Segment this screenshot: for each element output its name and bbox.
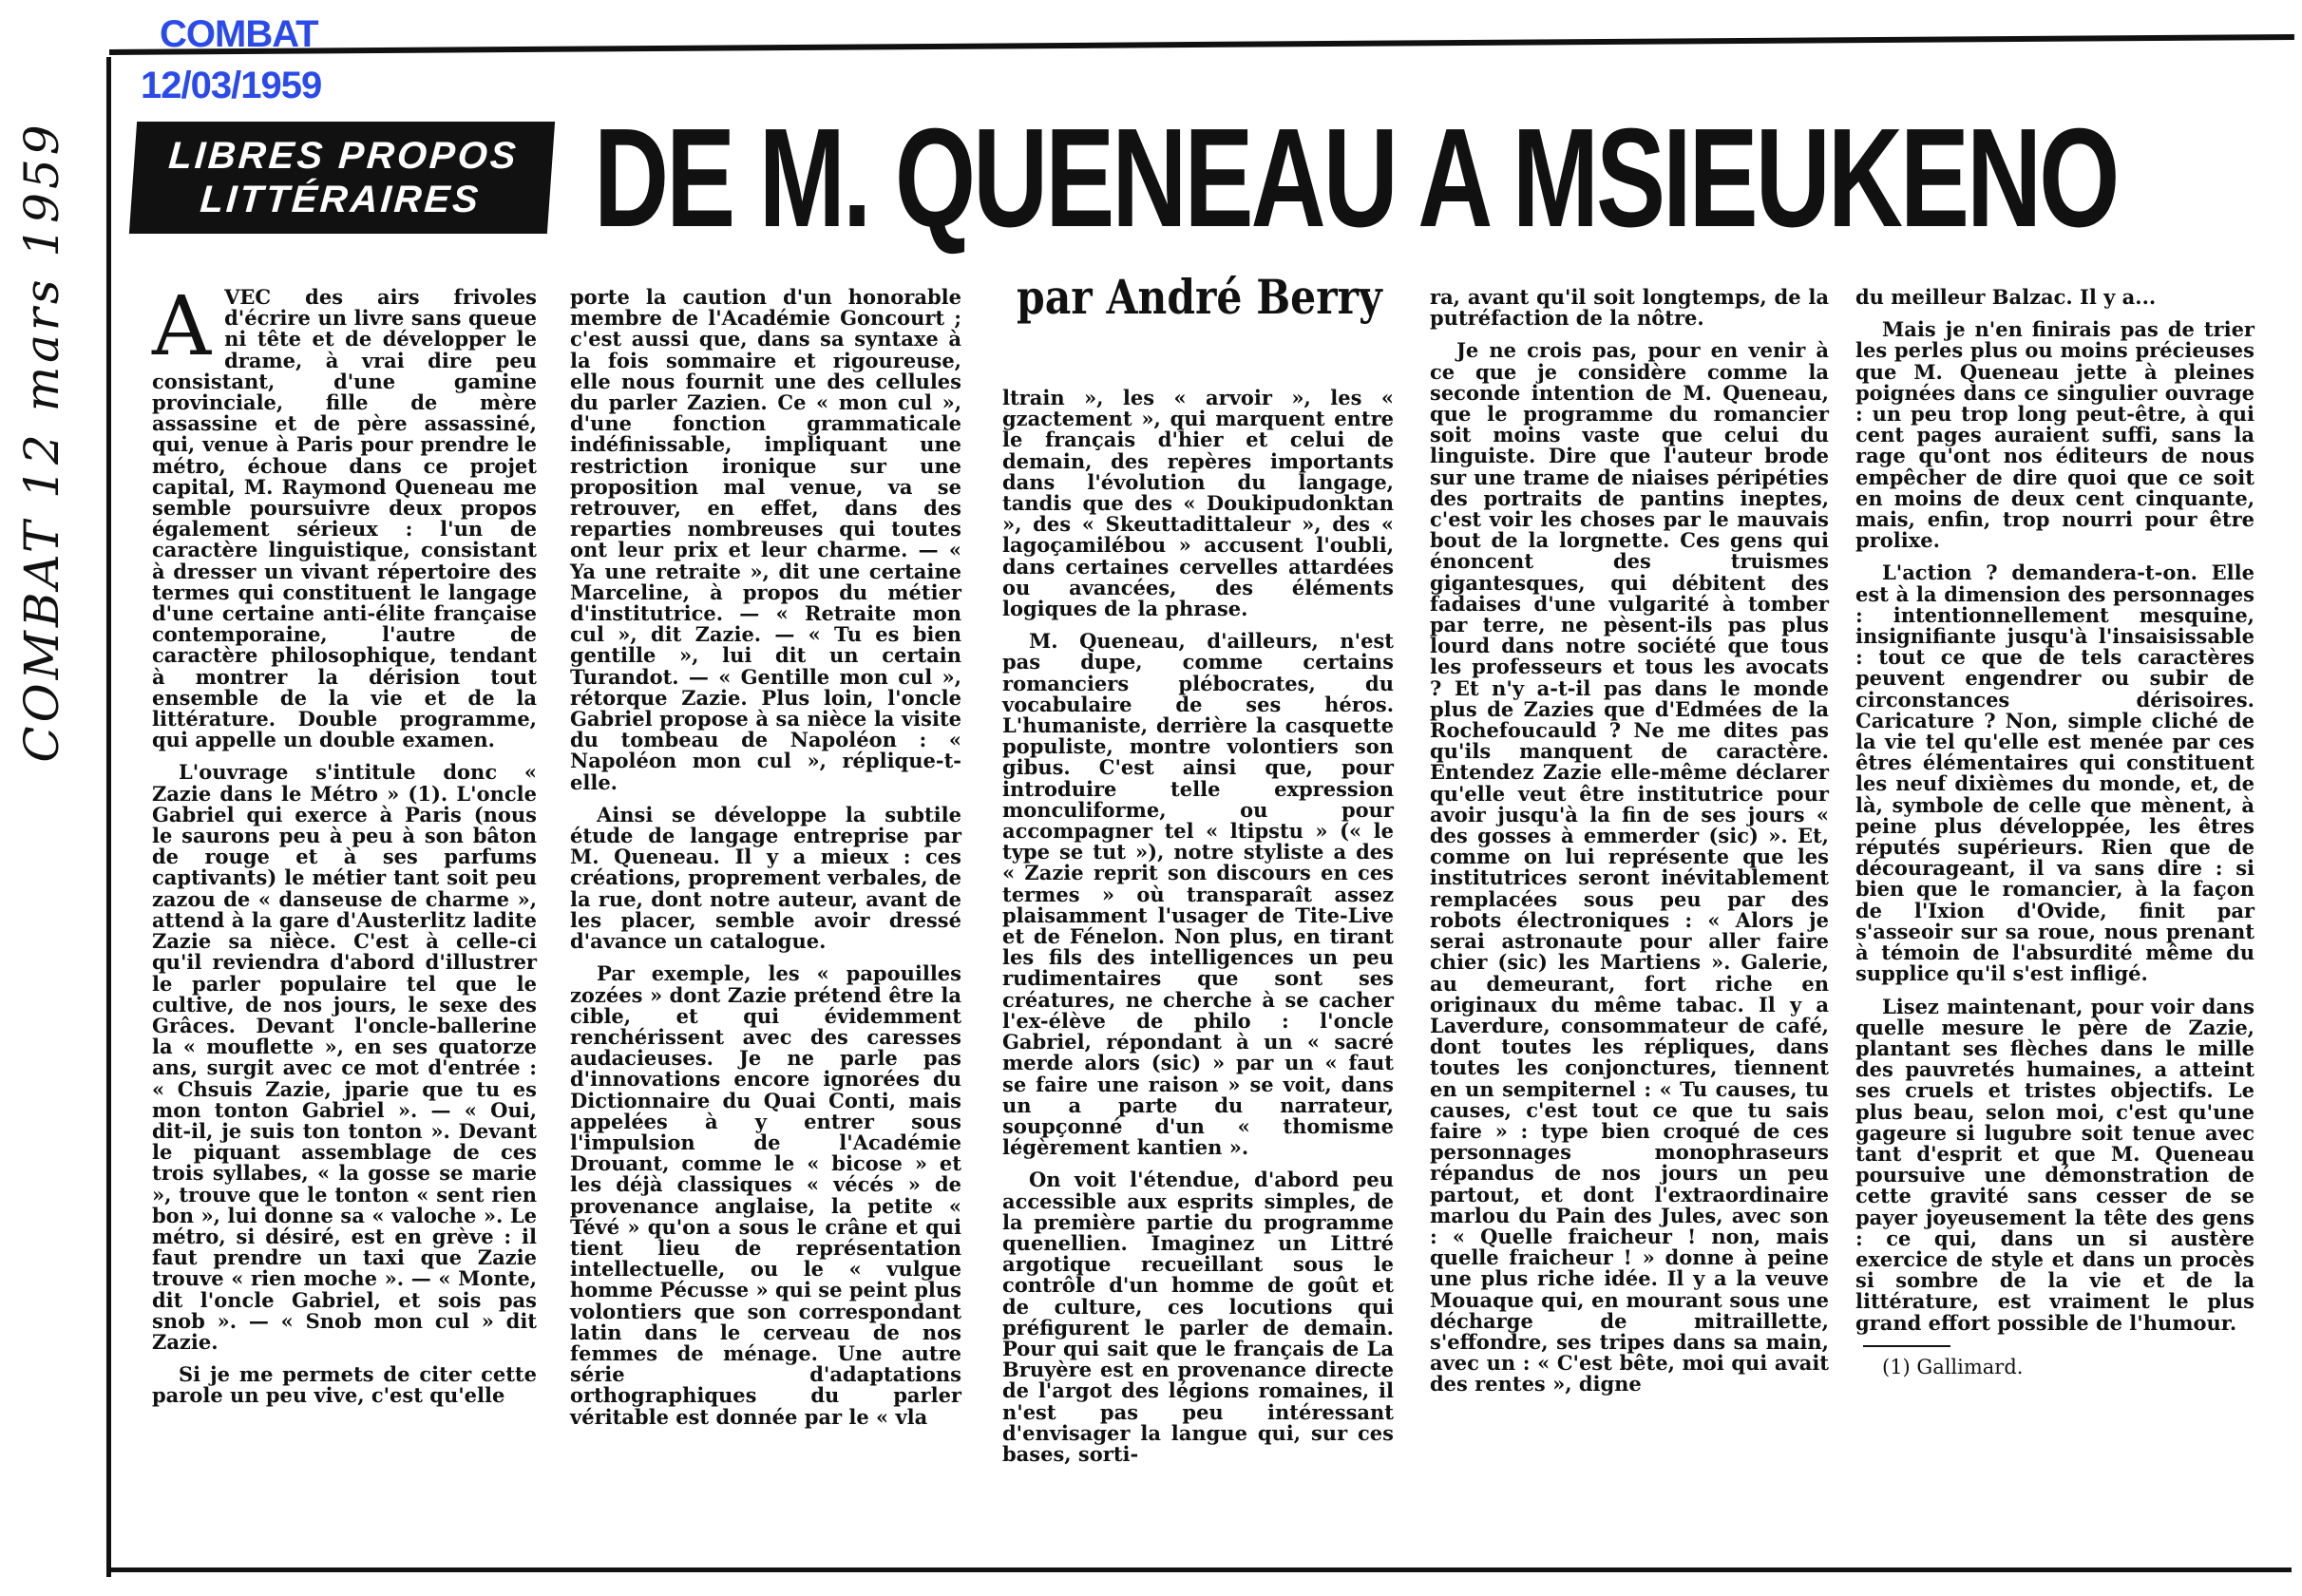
paragraph: Ainsi se développe la subtile étude de langage entreprise par M. Queneau. Il y a mieux : ces créations, proprement verbales, de la rue, dont notre auteur, avant de les placer, semble avoir dressé d'avance un catalogue. xyxy=(570,802,961,954)
article-column-5 xyxy=(1855,287,2254,1389)
article-column-1 xyxy=(152,279,537,1418)
kicker-line-1: LIBRES PROPOS xyxy=(167,135,521,177)
paragraph: ra, avant qu'il soit longtemps, de la putréfaction de la nôtre. xyxy=(1430,285,1829,331)
drop-cap: A xyxy=(152,279,212,374)
handwritten-margin-note: COMBAT 12 mars 1959 xyxy=(14,121,69,763)
stamp-paper-name: COMBAT xyxy=(160,13,318,55)
paragraph: Je ne crois pas, pour en venir à ce que je considère comme la seconde intention de M. Queneau, que le programme du romancier soit moins vaste que celui du linguiste. Dire que l'auteur brode sur une trame de niaises péripéties des portraits de pantins ineptes, c'est voir les choses par le mauvais bout de la lorgnette. Ces gens qui énoncent des truismes gigantesques, qui débitent des fadaises d'une vulgarité à tomber par terre, ne pèsent-ils pas plus lourd dans notre société que tous les professeurs et tous les avocats ? Et n'y a-t-il pas dans le monde plus de Zazies que d'Edmées de la Rochefoucauld ? Ne me dites pas qu'ils manquent de caractère. Entendez Zazie elle-même déclarer qu'elle veut être institutrice pour avoir jusqu'à la fin de ses jours « des gosses à emmerder (sic) ». Et, comme on lui représente que les institutrices seront inévitablement remplacées sous peu par des robots électroniques : « Alors je serai astronaute pour aller faire chier (sic) les Martiens ». Galerie, au demeurant, fort riche en originaux du même tabac. Il y a Laverdure, consommateur de café, dont toutes les répliques, dans toutes les conjonctures, tiennent en un sempiternel : « Tu causes, tu causes, c'est tout ce que tu sais faire » : type bien croqué de ces personnages monophraseurs répandus de nos jours un peu partout, et dont l'extraordinaire marlou du Pain des Jules, avec son : « Quelle fraicheur ! non, mais quelle fraicheur ! » donne à peine une plus riche idée. Il y a la veuve Mouaque qui, en mourant sous une décharge de mitraillette, s'effondre, ses tripes dans sa main, avec un : « C'est bête, moi qui avait des rentes », digne xyxy=(1430,338,1829,1396)
bottom-rule xyxy=(106,1568,2292,1572)
footnote-rule xyxy=(1863,1345,1950,1347)
paragraph: Mais je n'en finirais pas de trier les perles plus ou moins précieuses que M. Queneau jette à pleines poignées dans ce singulier ouvrage : un peu trop long peut-être, à qui cent pages auraient suffi, sans la rage qu'ont nos éditeurs de nous empêcher de dire quoi que ce soit en moins de deux cent cinquante, mais, enfin, trop nourri pour être prolixe. xyxy=(1855,317,2254,553)
left-rule xyxy=(106,57,111,1577)
paragraph: Si je me permets de citer cette parole un peu vive, c'est qu'elle xyxy=(152,1362,537,1408)
section-kicker xyxy=(129,122,555,234)
paragraph: ltrain », les « arvoir », les « gzactement », qui marquent entre le français d'hier et celui de demain, des repères importants dans l'évolution du langage, tandis que des « Doukipudonktan », des « Skeuttadittaleur », des « lagoçamilébou » accusent l'oubli, dans certaines cervelles attardées ou avancées, des éléments logiques de la phrase. xyxy=(1002,386,1394,621)
paragraph-text: VEC des airs frivoles d'écrire un livre sans queue ni tête et de développer le drame, à vrai dire peu consistant, d'une gamine provinciale, fille de mère assassine et de père assassiné, qui, venue à Paris pour prendre le métro, échoue dans ce projet capital, M. Raymond Queneau me semble poursuivre deux propos également sérieux : l'un de caractère linguistique, consistant à dresser un vivant répertoire des termes qui constituent le langage d'une certaine anti-élite française contemporaine, l'autre de caractère philosophique, tendant à montrer la dérision tout ensemble de la vie et de la littérature. Double programme, qui appelle un double examen. xyxy=(152,285,537,752)
article-column-3 xyxy=(1002,388,1394,1476)
paragraph: M. Queneau, d'ailleurs, n'est pas dupe, comme certains romanciers plébocrates, du vocabulaire de ses héros. L'humaniste, derrière la casquette populiste, montre volontiers son gibus. C'est ainsi que, pour introduire telle expression monculiforme, ou pour accompagner tel « ltipstu » (« le type se tut »), notre styliste a des « Zazie reprit son discours en ces termes » où transparaît assez plaisamment l'usager de Tite-Live et de Fénelon. Non plus, en tirant les fils des intelligences un peu rudimentaires que sont ses créatures, ne cherche à se cacher l'ex-élève de philo : l'oncle Gabriel, répondant à un « sacré merde alors (sic) » par un « faut se faire une raison » se voit, dans un a parte du narrateur, soupçonné d'un « thomisme légèrement kantien ». xyxy=(1002,629,1394,1160)
article-column-4 xyxy=(1430,287,1829,1407)
top-rule xyxy=(109,34,2294,55)
paragraph: du meilleur Balzac. Il y a... xyxy=(1855,285,2157,309)
paragraph xyxy=(152,279,537,752)
headline: DE M. QUENEAU A MSIEUKENO xyxy=(594,100,2118,256)
stamp-date: 12/03/1959 xyxy=(141,65,322,106)
paragraph: porte la caution d'un honorable membre de l'Académie Goncourt ; c'est aussi que, dans sa syntaxe à la fois sommaire et rigoureuse, elle nous fournit une des cellules du parler Zazien. Ce « mon cul », d'une fonction grammaticale indéfinissable, impliquant une restriction ironique sur une proposition mal venue, va se retrouver, en effet, dans des reparties nombreuses qui toutes ont leur prix et leur charme. — « Ya une retraite », dit une certaine Marceline, à propos du métier d'institutrice. — « Retraite mon cul », dit Zazie. — « Tu es bien gentille », lui dit un certain Turandot. — « Gentille mon cul », rétorque Zazie. Plus loin, l'oncle Gabriel propose à sa nièce la visite du tombeau de Napoléon : « Napoléon mon cul », réplique-t-elle. xyxy=(570,285,961,794)
paragraph: L'action ? demandera-t-on. Elle est à la dimension des personnages : intentionnellement mesquine, insignifiante jusqu'à l'insaisissable : tout ce que de tels caractères peuvent engendrer ou subir de circonstances dérisoires. Caricature ? Non, simple cliché de la vie tel qu'elle est menée par ces êtres élémentaires qui constituent les neuf dixièmes du monde, et, de là, symbole de celle que mènent, à peine plus développée, les êtres réputés supérieurs. Rien que de décourageant, il va sans dire : si bien que le romancier, à la façon de l'Ixion d'Ovide, finit par s'asseoir sur sa roue, nous prenant à témoin de l'absurdité même du supplice qu'il s'est infligé. xyxy=(1855,560,2254,986)
footnote: (1) Gallimard. xyxy=(1882,1355,2024,1378)
byline: par André Berry xyxy=(1017,269,1382,325)
paragraph: On voit l'étendue, d'abord peu accessible aux esprits simples, de la première partie du programme quenellien. Imaginez un Littré argotique recueillant sous le contrôle d'un homme de goût et de culture, ces locutions qui préfigurent le parler de demain. Pour qui sait que le français de La Bruyère est en provenance directe de l'argot des légions romaines, il n'est pas peu intéressant d'envisager la langue qui, sur ces bases, sorti- xyxy=(1002,1168,1394,1466)
paragraph: Par exemple, les « papouilles zozées » dont Zazie prétend être la cible, et qui évidemment renchérissent avec des caresses audacieuses. Je ne parle pas d'innovations encore ignorées du Dictionnaire du Quai Conti, mais appelées à y entrer sous l'impulsion de l'Académie Drouant, comme le « bicose » et les déjà classiques « vécés » de provenance anglaise, la petite « Tévé » qu'on a sous le crâne et qui tient lieu de représentation intellectuelle, ou le « vulgue homme Pécusse » qui se peint plus volontiers que son correspondant latin dans le cerveau de nos femmes de ménage. Une autre série d'adaptations orthographiques du parler véritable est donnée par le « vla xyxy=(570,961,961,1429)
paragraph: Lisez maintenant, pour voir dans quelle mesure le père de Zazie, plantant ses flèches dans le mille des pauvretés humaines, a atteint ses cruels et tristes objectifs. Le plus beau, selon moi, c'est qu'une gageure si lugubre soit tenue avec tant d'esprit et que M. Queneau poursuive une démonstration de cette gravité sans cesser de se payer joyeusement la tête des gens : ce qui, dans un si austère exercice de style et dans un procès si sombre de la vie et de la littérature, est vraiment le plus grand effort possible de l'humour. xyxy=(1855,994,2254,1335)
article-column-2 xyxy=(570,287,961,1439)
kicker-line-2: LITTÉRAIRES xyxy=(199,179,483,220)
paragraph: L'ouvrage s'intitule donc « Zazie dans le Métro » (1). L'oncle Gabriel qui exerce à Paris (nous le saurons peu à peu à son bâton de rouge et à ses parfums captivants) le métier tant soit peu zazou de « danseuse de charme », attend à la gare d'Austerlitz ladite Zazie sa nièce. C'est à celle-ci qu'il reviendra d'abord d'illustrer le parler populaire tel que le cultive, de nos jours, le sexe des Grâces. Devant l'oncle-ballerine la « mouflette », en ses quatorze ans, surgit avec ce mot d'entrée : « Chsuis Zazie, jparie que tu es mon tonton Gabriel ». — « Oui, dit-il, je suis ton tonton ». Devant le piquant assemblage de ces trois syllabes, « la gosse se marie », trouve que le tonton « sent rien bon », lui donne sa « valoche ». Le métro, si désiré, est en grève : il faut prendre un taxi que Zazie trouve « rien moche ». — « Monte, dit l'oncle Gabriel, et sois pas snob ». — « Snob mon cul » dit Zazie. xyxy=(152,760,537,1354)
